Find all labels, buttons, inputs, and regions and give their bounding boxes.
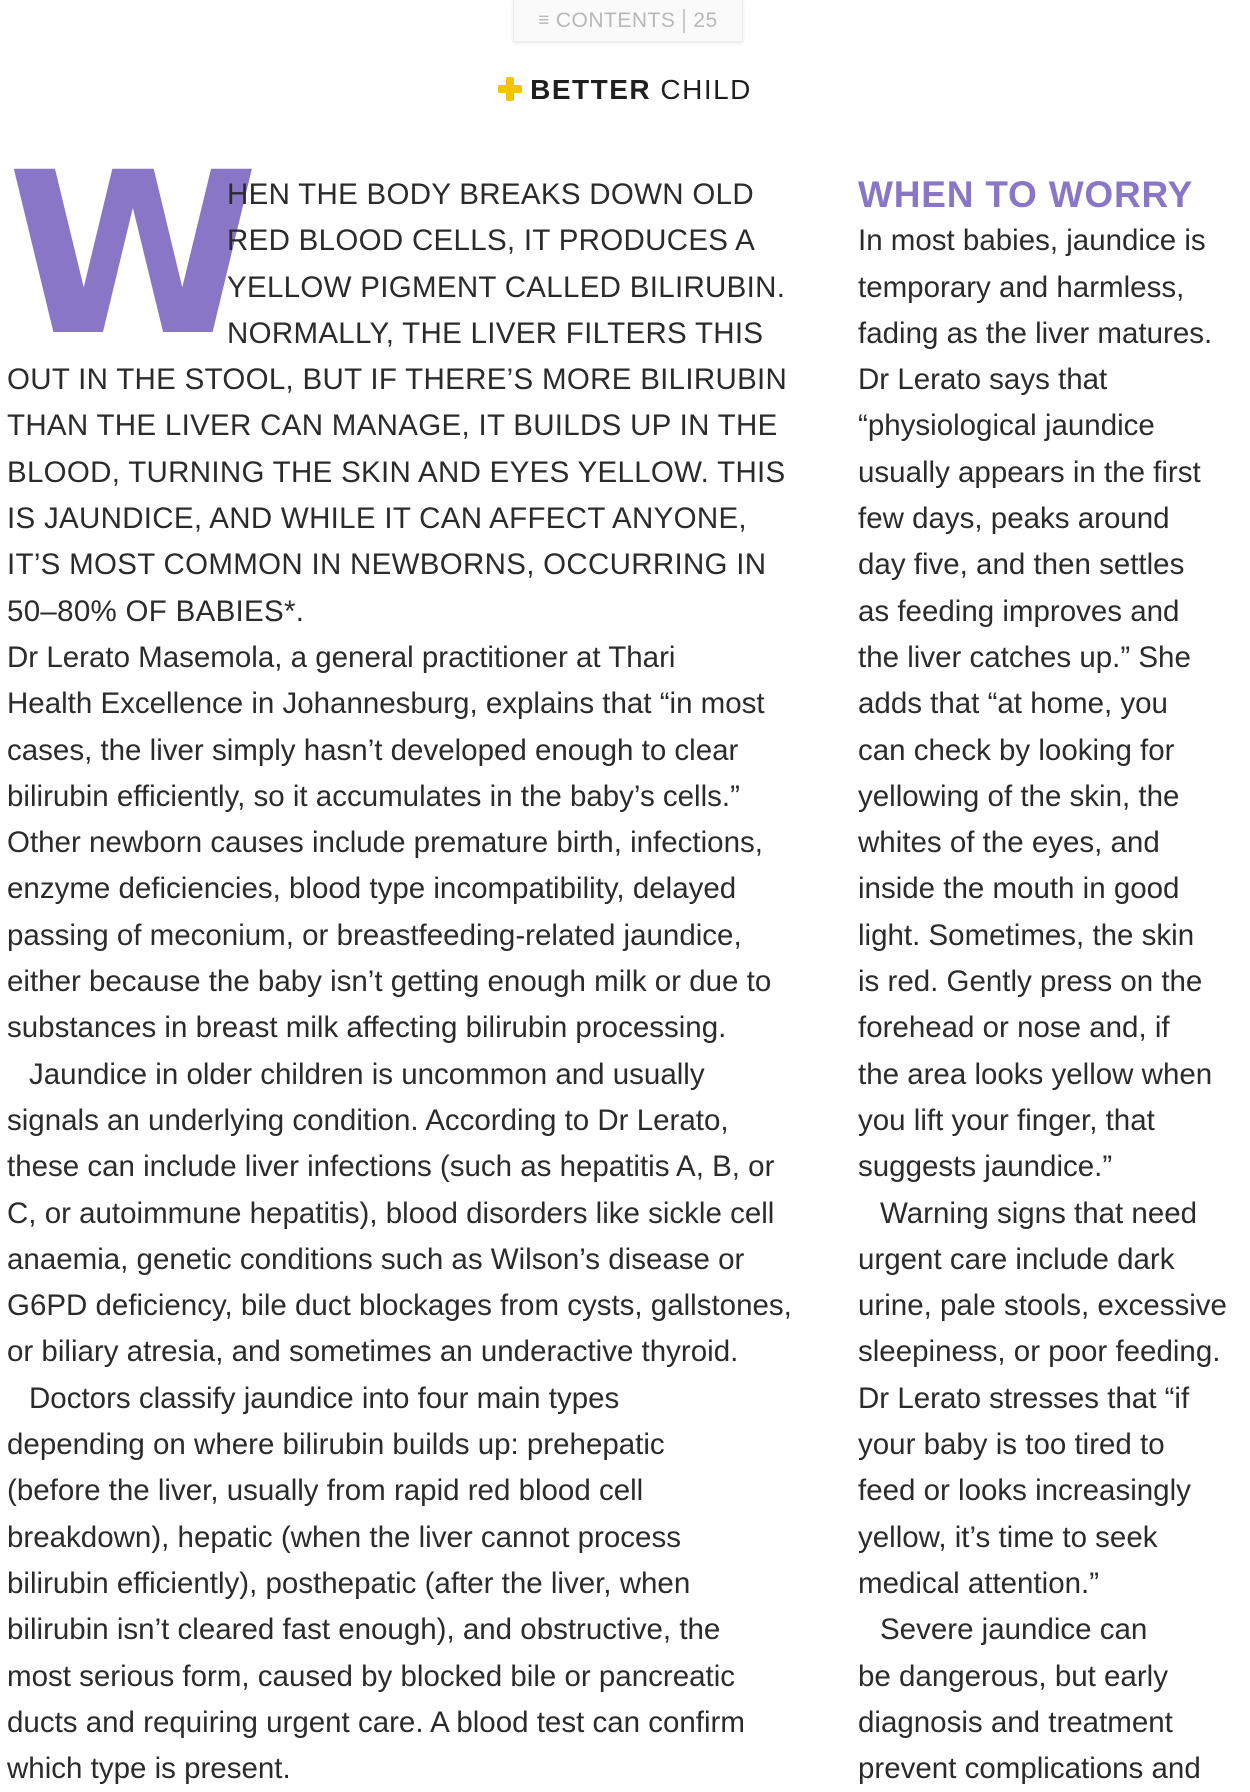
text-line: or biliary atresia, and sometimes an underactive thyroid. [7, 1335, 739, 1369]
text-line: Dr Lerato Masemola, a general practitioner at Thari [7, 640, 676, 674]
sidebar-column [858, 172, 1248, 1792]
text-line: THAN THE LIVER CAN MANAGE, IT BUILDS UP IN THE [7, 409, 778, 443]
section-label-bold: BETTER [530, 74, 652, 105]
text-line: RED BLOOD CELLS, IT PRODUCES A [227, 224, 756, 258]
text-line: sleepiness, or poor feeding. [858, 1335, 1221, 1369]
menu-icon: ≡ [538, 9, 550, 31]
section-header [0, 74, 1250, 106]
text-line: inside the mouth in good [858, 872, 1180, 906]
text-line: either because the baby isn’t getting enough milk or due to [7, 965, 772, 999]
text-line: BLOOD, TURNING THE SKIN AND EYES YELLOW. THIS [7, 455, 786, 489]
text-line: you lift your finger, that [858, 1103, 1155, 1137]
text-line: yellowing of the skin, the [858, 779, 1180, 813]
text-line: HEN THE BODY BREAKS DOWN OLD [227, 178, 754, 211]
text-line: C, or autoimmune hepatitis), blood disorders like sickle cell [7, 1196, 775, 1230]
text-line: IT’S MOST COMMON IN NEWBORNS, OCCURRING IN [7, 548, 767, 582]
text-line: most serious form, caused by blocked bile or pancreatic [7, 1659, 736, 1693]
section-label-rest: CHILD [660, 74, 752, 105]
text-line: light. Sometimes, the skin [858, 918, 1195, 952]
contents-button[interactable] [513, 0, 743, 42]
text-line: the area looks yellow when [858, 1057, 1213, 1091]
text-line: urine, pale stools, excessive [858, 1289, 1227, 1323]
text-line: G6PD deficiency, bile duct blockages from cysts, gallstones, [7, 1289, 792, 1323]
text-line: as feeding improves and [858, 594, 1180, 628]
text-line: Jaundice in older children is uncommon and usually [29, 1057, 705, 1091]
text-line: usually appears in the first [858, 455, 1201, 489]
text-line: Dr Lerato stresses that “if [858, 1381, 1190, 1415]
text-line: passing of meconium, or breastfeeding-related jaundice, [7, 918, 742, 952]
text-line: urgent care include dark [858, 1242, 1175, 1276]
text-line: (before the liver, usually from rapid red blood cell [7, 1474, 644, 1508]
text-line: temporary and harmless, [858, 270, 1185, 304]
page-number: 25 [693, 8, 718, 32]
text-line: can check by looking for [858, 733, 1175, 767]
text-line: Doctors classify jaundice into four main types [29, 1381, 620, 1415]
text-line: Other newborn causes include premature birth, infections, [7, 826, 763, 860]
text-line: is red. Gently press on the [858, 965, 1203, 999]
text-line: be dangerous, but early [858, 1659, 1168, 1693]
text-line: breakdown), hepatic (when the liver cannot process [7, 1520, 681, 1554]
drop-cap: W [7, 124, 253, 385]
text-line: feed or looks increasingly [858, 1474, 1191, 1508]
text-line: Dr Lerato says that [858, 363, 1108, 397]
text-line: cases, the liver simply hasn’t developed enough to clear [7, 733, 739, 767]
text-line: forehead or nose and, if [858, 1011, 1170, 1045]
text-line: depending on where bilirubin builds up: prehepatic [7, 1428, 665, 1462]
text-line: OUT IN THE STOOL, BUT IF THERE’S MORE BILIRUBIN [7, 363, 788, 397]
text-line: ducts and requiring urgent care. A blood test can confirm [7, 1705, 745, 1739]
text-line: bilirubin efficiently), posthepatic (after the liver, when [7, 1566, 691, 1600]
contents-label: CONTENTS [555, 8, 676, 32]
text-line: prevent complications and [858, 1752, 1201, 1786]
text-line: bilirubin efficiently, so it accumulates in the baby’s cells.” [7, 779, 740, 813]
text-line: enzyme deficiencies, blood type incompatibility, delayed [7, 872, 737, 906]
text-line: which type is present. [7, 1752, 291, 1786]
text-line: yellow, it’s time to seek [858, 1520, 1158, 1554]
text-line: Warning signs that need [880, 1196, 1198, 1230]
plus-icon [498, 77, 522, 101]
text-line: NORMALLY, THE LIVER FILTERS THIS [227, 316, 764, 350]
text-line: diagnosis and treatment [858, 1705, 1173, 1739]
article-main-column [7, 172, 829, 1792]
divider [683, 9, 685, 33]
text-line: IS JAUNDICE, AND WHILE IT CAN AFFECT ANYONE, [7, 502, 747, 536]
sidebar-heading: WHEN TO WORRY [858, 174, 1194, 215]
text-line: substances in breast milk affecting bilirubin processing. [7, 1011, 727, 1045]
text-line: day five, and then settles [858, 548, 1185, 582]
text-line: these can include liver infections (such as hepatitis A, B, or [7, 1150, 775, 1184]
text-line: medical attention.” [858, 1566, 1100, 1600]
text-line: whites of the eyes, and [858, 826, 1160, 860]
text-line: YELLOW PIGMENT CALLED BILIRUBIN. [227, 270, 786, 304]
text-line: anaemia, genetic conditions such as Wilson’s disease or [7, 1242, 745, 1276]
text-line: your baby is too tired to [858, 1428, 1165, 1462]
text-line: In most babies, jaundice is [858, 224, 1206, 258]
text-line: few days, peaks around [858, 502, 1170, 536]
text-line: signals an underlying condition. According to Dr Lerato, [7, 1103, 729, 1137]
text-line: fading as the liver matures. [858, 316, 1213, 350]
text-line: adds that “at home, you [858, 687, 1168, 721]
text-line: Health Excellence in Johannesburg, explains that “in most [7, 687, 765, 721]
text-line: suggests jaundice.” [858, 1150, 1113, 1184]
text-line: 50–80% OF BABIES*. [7, 594, 305, 628]
text-line: the liver catches up.” She [858, 640, 1191, 674]
text-line: Severe jaundice can [880, 1613, 1148, 1647]
text-line: bilirubin isn’t cleared fast enough), and obstructive, the [7, 1613, 721, 1647]
text-line: “physiological jaundice [858, 409, 1155, 443]
